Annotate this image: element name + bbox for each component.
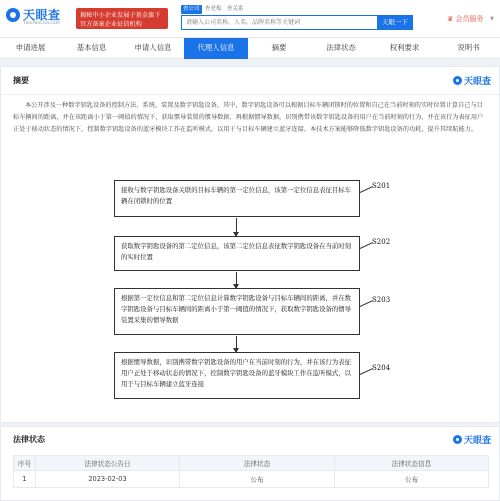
column-header-status: 法律状态 [180,456,335,471]
cell-status-info: 公布 [335,471,489,488]
flow-arrow-3 [236,336,237,352]
cell-status: 公布 [180,471,335,488]
flow-arrow-1 [236,218,237,236]
cell-index: 1 [14,471,36,488]
tab-agent-info[interactable]: 代理人信息 [184,38,248,59]
brand-eye-icon [453,76,462,85]
search-tab-company[interactable]: 查公司 [183,6,200,12]
promo-line-2: 官方备案企业征信机构 [80,21,142,28]
tab-applicant-info[interactable]: 申请人信息 [134,43,172,52]
search-tab-boss[interactable]: 查老板 [205,6,222,12]
logo-text: 天眼查 [23,8,61,22]
logo-subtext: TianYanCha.com [23,21,61,26]
column-header-index: 序号 [14,456,36,471]
brand-watermark: 天眼查 [453,74,491,87]
legal-status-title: 法律状态 [13,435,45,444]
label-s202: S202 [372,238,391,246]
tab-description[interactable]: 说明书 [457,43,480,52]
flow-arrow-2 [236,272,237,288]
cell-date: 2023-02-03 [36,471,180,488]
table-header-row [14,456,489,471]
crown-icon: ♛ [447,15,454,23]
top-header [0,0,500,38]
legal-status-table [13,455,489,488]
table-row [14,471,489,488]
flow-step-s201: 接收与数字钥匙设备关联的目标车辆的第一定位信息，该第一定位信息表征目标车辆在闭锁时的位置 [114,180,360,217]
tab-application-progress[interactable]: 申请进展 [15,43,46,52]
tab-legal-status[interactable]: 法律状态 [326,43,356,52]
flow-step-s204: 根据惯导数据，识别携带数字钥匙设备的用户在当前时刻的行为，并在该行为表征用户正处于移动状态的情况下，控制数字钥匙设备的蓝牙模块工作在监听模式，以用于与目标车辆建立蓝牙连接 [114,352,360,399]
abstract-figure [88,160,413,422]
leader-line-s201 [360,186,373,193]
leader-line-s203 [360,300,373,307]
tab-basic-info[interactable]: 基本信息 [76,43,107,52]
flow-step-s202: 获取数字钥匙设备的第二定位信息，该第二定位信息表征数字钥匙设备在当前时刻的实时位置 [114,236,360,271]
tab-claims[interactable]: 权利要求 [389,43,420,52]
section-tabs [0,38,500,59]
flow-step-s203: 根据第一定位信息和第二定位信息计算数字钥匙设备与目标车辆间的距离，并在数字钥匙设备与目标车辆间的距离小于第一阈值的情况下，获取数字钥匙设备的惯导装置采集的惯导数据 [114,288,360,335]
logo-eye-icon [6,8,20,22]
site-logo[interactable] [6,6,72,32]
brand-watermark: 天眼查 [453,433,491,446]
column-header-date: 法律状态公告日 [36,456,180,471]
label-s204: S204 [372,364,391,372]
promo-line-1: 揭秘中小企业发展子基金旗下 [80,12,161,19]
abstract-text: 本公开涉及一种数字钥匙设备的控制方法、系统、装置及数字钥匙设备，其中，数字钥匙设备可以根据目标车辆闭锁时的位置和自己在当前时刻的实时位置计算自己与目标车辆间的距离，并在该距离小于第一阈值的情况下，获取惯导装置的惯导数据，再根据惯导数据，识别携带该数字钥匙设备的用户在当前时刻的行为，并在该行为表征用户正处于移动状态的情况下，控制数字钥匙设备的蓝牙模块工作在监听模式，以用于与目标车辆建立蓝牙连接。本技术方案能够降低数字钥匙设备的功耗，提升其续航能力。 [13,102,484,133]
abstract-title: 摘要 [13,76,29,85]
label-s203: S203 [372,296,391,304]
search-button[interactable]: 天眼一下 [377,15,413,30]
leader-line-s204 [360,368,373,375]
chevron-down-icon[interactable]: ▼ [490,16,494,22]
leader-line-s202 [360,242,373,249]
promo-banner[interactable] [76,8,168,29]
search-tab-relation[interactable]: 查关系 [227,6,244,12]
column-header-status-info: 法律状态信息 [335,456,489,471]
label-s201: S201 [372,182,391,190]
vip-service-link[interactable] [447,14,484,24]
vip-label: 会员服务 [455,15,484,23]
tab-abstract[interactable]: 摘要 [271,43,287,52]
brand-eye-icon [453,435,462,444]
search-input[interactable] [181,15,377,30]
abstract-divider [1,94,499,95]
legal-status-section [0,426,500,501]
